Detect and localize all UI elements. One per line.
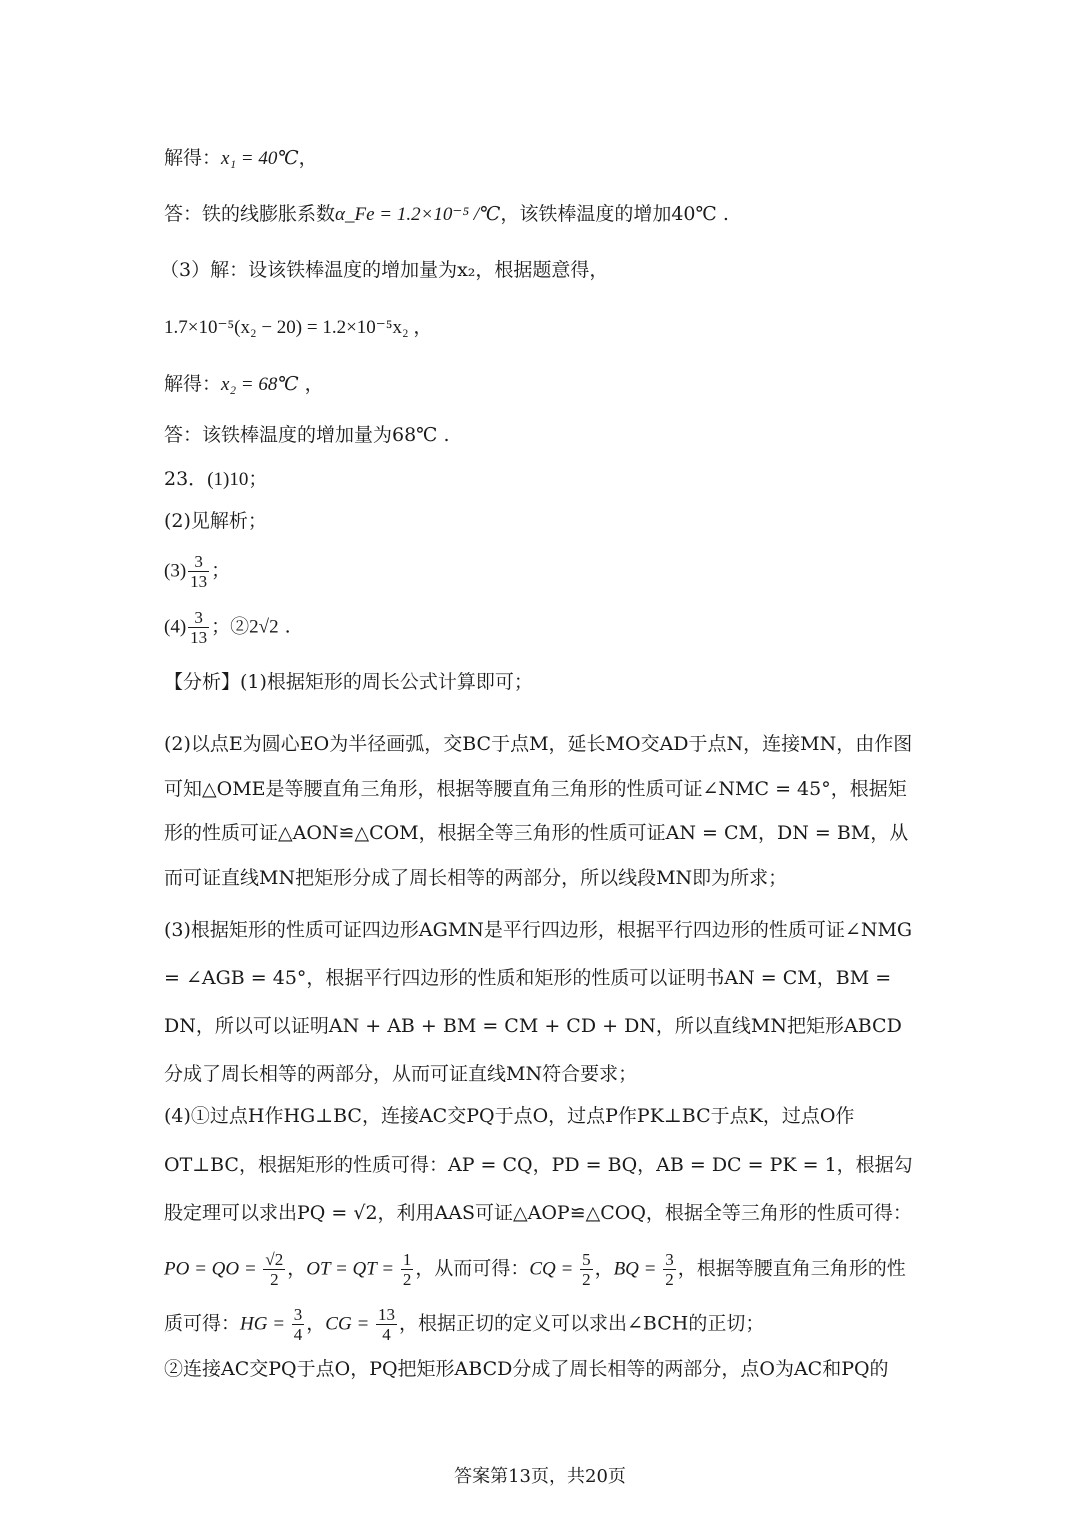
part3-intro: （3）解：设该铁棒温度的增加量为x₂，根据题意得， xyxy=(160,259,609,281)
fraction: $\frac{13}{4}$ xyxy=(378,1305,396,1344)
fraction: $\frac{√2}{2}$ xyxy=(265,1250,284,1289)
q23-answer-1: 23．(1)10； xyxy=(164,468,268,490)
solve-line-x2: 解得：x₂ = 68℃ ， xyxy=(164,373,324,395)
solve-line-x1: 解得：x₁ = 40℃， xyxy=(164,147,318,169)
answer-line-coefficient: 答：铁的线膨胀系数α_Fe = 1.2×10⁻⁵ /℃，该铁棒温度的增加40℃ . xyxy=(164,203,729,225)
fraction: $\frac{3}{13}$ xyxy=(190,552,208,591)
analysis-tag: 【分析】 xyxy=(164,671,241,693)
fraction: $\frac{5}{2}$ xyxy=(582,1250,591,1289)
analysis-item-2: (2)以点E为圆心EO为半径画弧，交BC于点M，延长MO交AD于点N，连接MN，由作图可知△OME是等腰直角三角形，根据等腰直角三角形的性质可证∠NMC = 45°，根据矩形的性质可证△AON≌△COM，根据全等三角形的性质可证AN = CM，DN = BM，从而可证直线MN把矩形分成了周长相等的两部分，所以线段MN即为所求； xyxy=(164,733,913,889)
fraction: $\frac{1}{2}$ xyxy=(402,1250,412,1289)
q23-answer-2: (2)见解析； xyxy=(164,510,267,532)
page-footer: 答案第13页，共20页 xyxy=(454,1466,626,1487)
analysis-item-4d: ②连接AC交PQ于点O，PQ把矩形ABCD分成了周长相等的两部分，点O为AC和PQ的 xyxy=(164,1358,889,1380)
fraction: $\frac{3}{4}$ xyxy=(293,1305,303,1344)
q23-answer-4: (4) $\frac{3}{13}$ ；②2√2 . xyxy=(164,608,291,647)
equation-line: 1.7×10⁻⁵(x₂ − 20) = 1.2×10⁻⁵x₂ ， xyxy=(164,317,433,338)
fraction: $\frac{3}{13}$ xyxy=(190,608,208,647)
answer-line-increase: 答：该铁棒温度的增加量为68℃ . xyxy=(164,424,450,446)
analysis-item-4c: 质可得：HG = $\frac{3}{4}$ ，CG = $\frac{13}{4}$ ，根据正切的定义可以求出∠BCH的正切； xyxy=(164,1305,765,1344)
analysis-item-4a: (4)①过点H作HG⊥BC，连接AC交PQ于点O，过点P作PK⊥BC于点K，过点O作OT⊥BC，根据矩形的性质可得：AP = CQ，PD = BQ，AB = DC = PK = 1，根据勾股定理可以求出PQ = √2，利用AAS可证△AOP≌△COQ，根据全等三角形的性质可得： xyxy=(164,1105,913,1224)
fraction: $\frac{3}{2}$ xyxy=(665,1250,674,1289)
analysis-item-1: 【分析】(1)根据矩形的周长公式计算即可； xyxy=(164,671,533,693)
q23-answer-3: (3) $\frac{3}{13}$ ； xyxy=(164,552,231,591)
analysis-item-3: (3)根据矩形的性质可证四边形AGMN是平行四边形，根据平行四边形的性质可证∠NMG = ∠AGB = 45°，根据平行四边形的性质和矩形的性质可以证明书AN = CM，BM = DN，所以可以证明AN + AB + BM = CM + CD + DN，所以直线MN把矩形ABCD分成了周长相等的两部分，从而可证直线MN符合要求； xyxy=(164,919,913,1085)
analysis-item-4b: PO = QO = $\frac{√2}{2}$ ，OT = QT = $\frac{1}{2}$ ，从而可得：CQ = $\frac{5}{2}$ ，BQ = $\frac{3}{2}$ ，根据等腰直角三角形的性 xyxy=(164,1250,906,1289)
question-number: 23． xyxy=(164,468,208,490)
